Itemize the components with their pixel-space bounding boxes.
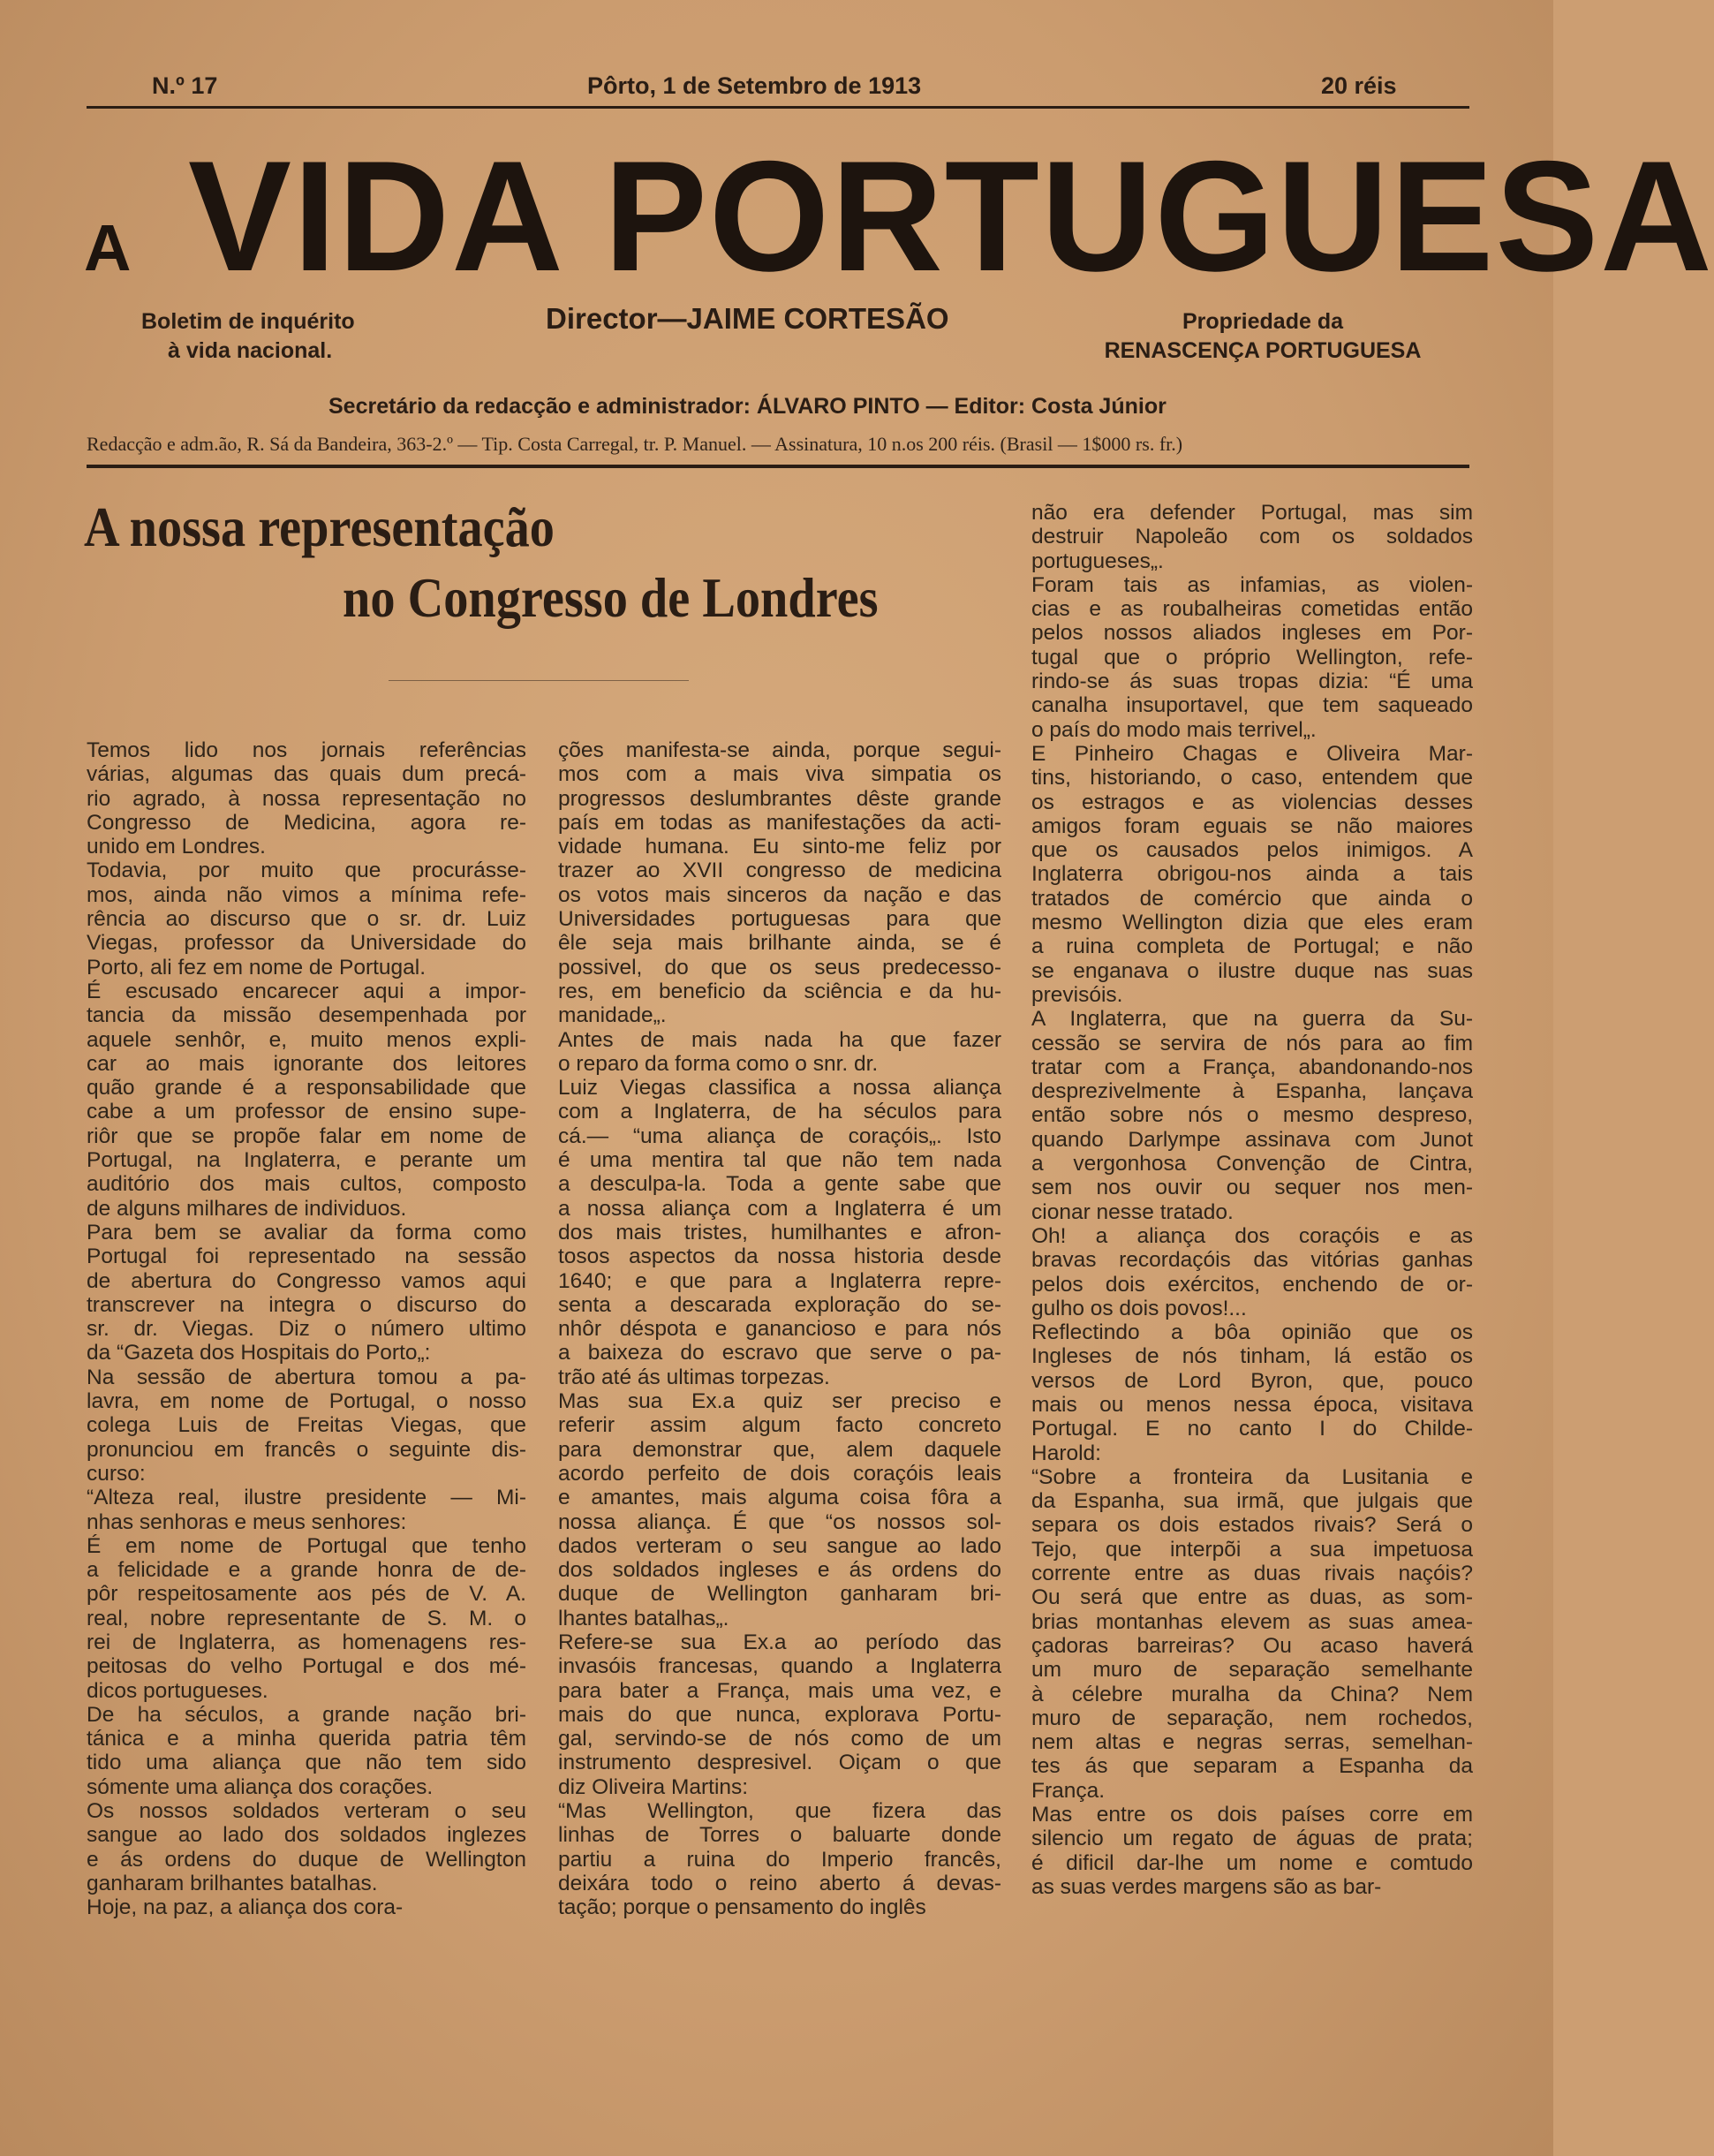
text-line: Reflectindo a bôa opinião que os: [1031, 1320, 1473, 1345]
text-line: curso:: [87, 1461, 146, 1486]
text-line: dos soldados ingleses e ás ordens do: [558, 1558, 1001, 1583]
text-line: quão grande é a responsabilidade que: [87, 1076, 526, 1101]
text-line: trazer ao XVII congresso de medicina: [558, 859, 1001, 883]
text-line: cessão se servira de nós para ao fim: [1031, 1031, 1473, 1055]
text-line: quando Darlympe assinava com Junot: [1031, 1127, 1473, 1152]
text-line: Ou será que entre as duas, as som-: [1031, 1585, 1473, 1610]
text-line: lavra, em nome de Portugal, o nosso: [87, 1389, 526, 1414]
text-line: desprezivelmente à Espanha, lançava: [1031, 1079, 1473, 1104]
text-line: partiu a ruina do Imperio francês,: [558, 1847, 1001, 1872]
price: 20 réis: [1321, 72, 1397, 99]
text-line: cabe a um professor de ensino supe-: [87, 1100, 526, 1124]
headline-line-1: A nossa representação: [84, 496, 555, 558]
article-column-1: [87, 738, 526, 1920]
header-rule: [87, 465, 1469, 468]
text-line: pelos nossos aliados ingleses em Por-: [1031, 621, 1473, 646]
text-line: auditório dos mais cultos, composto: [87, 1172, 526, 1197]
text-line: a ruina completa de Portugal; e não: [1031, 934, 1473, 959]
text-line: portugueses„.: [1031, 548, 1164, 573]
text-line: progressos deslumbrantes dêste grande: [558, 786, 1001, 811]
text-line: transcrever na integra o discurso do: [87, 1292, 526, 1317]
issue-number: N.º 17: [152, 72, 218, 99]
text-line: nossa aliança. É que “os nossos sol-: [558, 1509, 1001, 1534]
text-line: tratados de comércio que ainda o: [1031, 886, 1473, 911]
text-line: à célebre muralha da China? Nem: [1031, 1682, 1473, 1706]
text-line: sr. dr. Viegas. Diz o número ultimo: [87, 1317, 526, 1342]
text-line: Mas entre os dois países corre em: [1031, 1803, 1473, 1827]
text-line: É em nome de Portugal que tenho: [87, 1533, 526, 1558]
masthead: [84, 128, 1714, 304]
text-line: instrumento despresivel. Oiçam o que: [558, 1751, 1001, 1775]
text-line: o reparo da forma como o snr. dr.: [558, 1051, 879, 1076]
text-line: De ha séculos, a grande nação bri-: [87, 1702, 526, 1727]
text-line: lhantes batalhas„.: [558, 1606, 729, 1630]
text-line: Temos lido nos jornais referências: [87, 738, 526, 762]
text-line: um muro de separação semelhante: [1031, 1658, 1473, 1683]
text-line: canalha insuportavel, que tem saqueado: [1031, 693, 1473, 718]
text-line: mos com a mais viva simpatia os: [558, 762, 1001, 787]
text-line: os estragos e as violencias desses: [1031, 790, 1473, 814]
text-line: Antes de mais nada ha que fazer: [558, 1027, 1001, 1052]
text-line: tratar com a França, abandonando-nos: [1031, 1055, 1473, 1079]
text-line: manidade„.: [558, 1003, 667, 1028]
text-line: tes ás que separam a Espanha da: [1031, 1754, 1473, 1779]
text-line: dos mais tristes, humilhantes e afron-: [558, 1220, 1001, 1244]
text-line: Refere-se sua Ex.a ao período das: [558, 1630, 1001, 1654]
text-line: tancia da missão desempenhada por: [87, 1003, 526, 1028]
text-line: colega Luis de Freitas Viegas, que: [87, 1413, 526, 1438]
text-line: tins, historiando, o caso, entendem que: [1031, 766, 1473, 791]
text-line: Hoje, na paz, a aliança dos cora-: [87, 1895, 404, 1920]
text-line: destruir Napoleão com os soldados: [1031, 525, 1473, 549]
text-line: Foram tais as infamias, as violen-: [1031, 572, 1473, 597]
text-line: Harold:: [1031, 1441, 1101, 1465]
text-line: riôr que se propõe falar em nome de: [87, 1123, 526, 1148]
text-line: pelos dois exércitos, enchendo de or-: [1031, 1272, 1473, 1297]
text-line: França.: [1031, 1778, 1106, 1803]
text-line: é uma mentira tal que não tem nada: [558, 1148, 1001, 1173]
director-line: Director—JAIME CORTESÃO: [546, 302, 949, 335]
text-line: real, nobre representante de S. M. o: [87, 1606, 526, 1630]
ownership: [1086, 307, 1439, 366]
text-line: trão até ás ultimas torpezas.: [558, 1365, 830, 1389]
text-line: nem altas e negras serras, semelhan-: [1031, 1730, 1473, 1755]
text-line: deixára todo o reino aberto á devas-: [558, 1871, 1001, 1895]
text-line: mais ou menos nessa época, visitava: [1031, 1392, 1473, 1417]
text-line: da “Gazeta dos Hospitais do Porto„:: [87, 1341, 431, 1365]
text-line: Viegas, professor da Universidade do: [87, 931, 526, 956]
address-line: Redacção e adm.ão, R. Sá da Bandeira, 363-2.º — Tip. Costa Carregal, tr. P. Manuel. — Assinatura, 10 n.os 200 réis. (Brasil — 1$000 rs. fr.): [87, 433, 1183, 455]
text-line: Universidades portuguesas para que: [558, 907, 1001, 932]
text-line: E Pinheiro Chagas e Oliveira Mar-: [1031, 741, 1473, 766]
text-line: a baixeza do escravo que serve o pa-: [558, 1341, 1001, 1365]
text-line: Congresso de Medicina, agora re-: [87, 810, 526, 835]
text-line: É escusado encarecer aqui a impor-: [87, 979, 526, 1003]
text-line: Ingleses de nós tinham, lá estão os: [1031, 1344, 1473, 1369]
text-line: nhas senhoras e meus senhores:: [87, 1509, 407, 1534]
text-line: então sobre nós o mesmo despreso,: [1031, 1103, 1473, 1128]
masthead-prefix: A: [84, 211, 132, 284]
text-line: para demonstrar que, alem daquele: [558, 1437, 1001, 1462]
text-line: Mas sua Ex.a quiz ser preciso e: [558, 1389, 1001, 1414]
headline-divider: [389, 680, 689, 681]
text-line: a vergonhosa Convenção de Cintra,: [1031, 1152, 1473, 1176]
text-line: êle seja mais brilhante ainda, se é: [558, 931, 1001, 956]
text-line: Porto, ali fez em nome de Portugal.: [87, 955, 427, 980]
text-line: de alguns milhares de individuos.: [87, 1196, 407, 1221]
text-line: “Alteza real, ilustre presidente — Mi-: [87, 1486, 526, 1510]
text-line: as suas verdes margens são as bar-: [1031, 1874, 1382, 1899]
tagline-line-1: Boletim de inquérito: [141, 309, 355, 334]
ownership-line-1: Propriedade da: [1182, 309, 1343, 334]
text-line: da Espanha, sua irmã, que julgais que: [1031, 1489, 1473, 1514]
text-line: cionar nesse tratado.: [1031, 1199, 1234, 1224]
text-line: o país do modo mais terrivel„.: [1031, 717, 1317, 742]
text-line: versos de Lord Byron, que, pouco: [1031, 1368, 1473, 1393]
text-line: de abertura do Congresso vamos aqui: [87, 1268, 526, 1293]
text-line: nhôr déspota e ganancioso e para nós: [558, 1317, 1001, 1342]
text-line: duque de Wellington ganharam bri-: [558, 1582, 1001, 1607]
text-line: Os nossos soldados verteram o seu: [87, 1799, 526, 1824]
tagline-line-2: à vida nacional.: [168, 338, 333, 363]
text-line: pronunciou em francês o seguinte dis-: [87, 1437, 526, 1462]
text-line: para bater a França, mais uma vez, e: [558, 1678, 1001, 1703]
text-line: ganharam brilhantes batalhas.: [87, 1871, 378, 1895]
text-line: car ao mais ignorante dos leitores: [87, 1051, 526, 1076]
ownership-line-2: RENASCENÇA PORTUGUESA: [1104, 338, 1422, 363]
text-line: pôr respeitosamente aos pés de V. A.: [87, 1582, 526, 1607]
text-line: sem nos ouvir ou sequer nos men-: [1031, 1176, 1473, 1200]
text-line: 1640; e que para a Inglaterra repre-: [558, 1268, 1001, 1293]
text-line: çadoras barreiras? Ou acaso haverá: [1031, 1633, 1473, 1658]
text-line: Para bem se avaliar da forma como: [87, 1220, 526, 1244]
text-line: aquele senhôr, e, muito menos expli-: [87, 1027, 526, 1052]
text-line: mais do que nunca, explorava Portu-: [558, 1702, 1001, 1727]
text-line: a felicidade e a grande honra de de-: [87, 1558, 526, 1583]
text-line: e ás ordens do duque de Wellington: [87, 1847, 526, 1872]
text-line: separa os dois estados rivais? Será o: [1031, 1513, 1473, 1538]
text-line: res, em beneficio da sciência e da hu-: [558, 979, 1001, 1003]
text-line: a desculpa-la. Toda a gente sabe que: [558, 1172, 1001, 1197]
top-rule: [87, 106, 1469, 109]
text-line: mesmo Wellington dizia que eles eram: [1031, 911, 1473, 935]
text-line: rei de Inglaterra, as homenagens res-: [87, 1630, 526, 1654]
text-line: diz Oliveira Martins:: [558, 1774, 749, 1799]
text-line: muro de separação, nem rochedos,: [1031, 1706, 1473, 1730]
text-line: possivel, do que os seus predecesso-: [558, 955, 1001, 980]
text-line: amigos foram eguais se não maiores: [1031, 813, 1473, 838]
text-line: invasóis francesas, quando a Inglaterra: [558, 1654, 1001, 1679]
text-line: é dificil dar-lhe um nome e comtudo: [1031, 1850, 1473, 1875]
dateline: Pôrto, 1 de Setembro de 1913: [587, 72, 922, 99]
text-line: se enganava o ilustre duque nas suas: [1031, 958, 1473, 983]
text-line: unido em Londres.: [87, 835, 266, 859]
text-line: dicos portugueses.: [87, 1678, 268, 1703]
text-line: “Mas Wellington, que fizera das: [558, 1799, 1001, 1824]
text-line: não era defender Portugal, mas sim: [1031, 501, 1473, 525]
article-column-3: [1031, 501, 1473, 1899]
text-line: e amantes, mais alguma coisa fôra a: [558, 1486, 1001, 1510]
text-line: bravas recordaçóis das vitórias ganhas: [1031, 1248, 1473, 1273]
text-line: silencio um regato de águas de prata;: [1031, 1827, 1473, 1851]
text-line: Luiz Viegas classifica a nossa aliança: [558, 1076, 1001, 1101]
text-line: Tejo, que interpõi a sua impetuosa: [1031, 1537, 1473, 1562]
text-line: rindo-se ás suas tropas dizia: “É uma: [1031, 669, 1473, 694]
text-line: Portugal, na Inglaterra, e perante um: [87, 1148, 526, 1173]
text-line: cá.— “uma aliança de coraçóis„. Isto: [558, 1123, 1001, 1148]
text-line: tugal que o próprio Wellington, refe-: [1031, 645, 1473, 669]
text-line: senta a descarada exploração do se-: [558, 1292, 1001, 1317]
text-line: sangue ao lado dos soldados inglezes: [87, 1823, 526, 1848]
text-line: Na sessão de abertura tomou a pa-: [87, 1365, 526, 1389]
text-line: sómente uma aliança dos corações.: [87, 1774, 434, 1799]
text-line: Inglaterra obrigou-nos ainda a tais: [1031, 862, 1473, 887]
text-line: linhas de Torres o baluarte donde: [558, 1823, 1001, 1848]
text-line: Oh! a aliança dos coraçóis e as: [1031, 1223, 1473, 1248]
text-line: acordo perfeito de dois coraçóis leais: [558, 1461, 1001, 1486]
text-line: rência ao discurso que o sr. dr. Luiz: [87, 907, 526, 932]
masthead-tagline: [141, 307, 355, 366]
text-line: A Inglaterra, que na guerra da Su-: [1031, 1007, 1473, 1032]
text-line: referir assim algum facto concreto: [558, 1413, 1001, 1438]
text-line: Portugal foi representado na sessão: [87, 1244, 526, 1269]
text-line: peitosas do velho Portugal e dos mé-: [87, 1654, 526, 1679]
text-line: tação; porque o pensamento do inglês: [558, 1895, 926, 1920]
text-line: previsóis.: [1031, 982, 1123, 1007]
text-line: que os causados pelos inimigos. A: [1031, 838, 1473, 863]
text-line: gal, servindo-se de nós como de um: [558, 1727, 1001, 1751]
article-column-2: [558, 738, 1001, 1920]
text-line: vidade humana. Eu sinto-me feliz por: [558, 835, 1001, 859]
text-line: a nossa aliança com a Inglaterra é um: [558, 1196, 1001, 1221]
text-line: gulho os dois povos!...: [1031, 1296, 1247, 1320]
text-line: dados verteram o seu sangue ao lado: [558, 1533, 1001, 1558]
text-line: ções manifesta-se ainda, porque segui-: [558, 738, 1001, 762]
text-line: “Sobre a fronteira da Lusitania e: [1031, 1464, 1473, 1489]
text-line: os votos mais sinceros da nação e das: [558, 882, 1001, 907]
text-line: Todavia, por muito que procurásse-: [87, 859, 526, 883]
text-line: rio agrado, à nossa representação no: [87, 786, 526, 811]
text-line: mos, ainda não vimos a mínima refe-: [87, 882, 526, 907]
text-line: tido uma aliança que não tem sido: [87, 1751, 526, 1775]
text-line: país em todas as manifestações da acti-: [558, 810, 1001, 835]
text-line: tosos aspectos da nossa historia desde: [558, 1244, 1001, 1269]
staff-line: Secretário da redacção e administrador: ÁLVARO PINTO — Editor: Costa Júnior: [328, 394, 1167, 419]
text-line: com a Inglaterra, de ha séculos para: [558, 1100, 1001, 1124]
text-line: Portugal. E no canto I do Childe-: [1031, 1417, 1473, 1441]
masthead-title: VIDA PORTUGUESA: [188, 128, 1714, 304]
headline-line-2: no Congresso de Londres: [343, 566, 879, 629]
text-line: várias, algumas das quais dum precá-: [87, 762, 526, 787]
text-line: cias e as roubalheiras cometidas então: [1031, 597, 1473, 622]
text-line: brias montanhas elevem as suas amea-: [1031, 1609, 1473, 1634]
text-line: tánica e a minha querida patria têm: [87, 1727, 526, 1751]
text-line: corrente entre as duas rivais naçóis?: [1031, 1562, 1473, 1586]
